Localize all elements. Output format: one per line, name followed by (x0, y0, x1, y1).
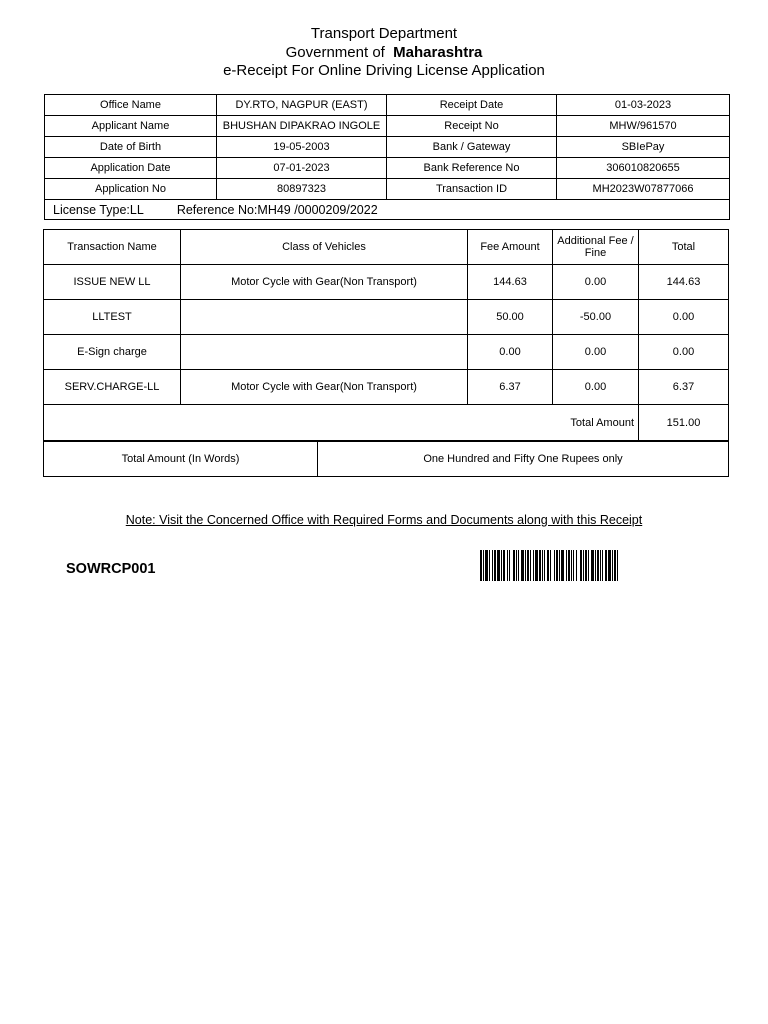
dob-value: 19-05-2003 (217, 137, 387, 158)
row-total: 0.00 (639, 300, 729, 335)
info-row (45, 137, 730, 158)
amount-in-words-label: Total Amount (In Words) (44, 442, 318, 477)
government-prefix: Government of (285, 44, 385, 61)
additional-fee: -50.00 (553, 300, 639, 335)
info-row (45, 158, 730, 179)
fee-amount: 6.37 (468, 370, 553, 405)
additional-fee: 0.00 (553, 265, 639, 300)
receipt-date-label: Receipt Date (387, 95, 557, 116)
table-row (44, 300, 729, 335)
row-total: 0.00 (639, 335, 729, 370)
form-code: SOWRCP001 (66, 561, 156, 577)
row-total: 6.37 (639, 370, 729, 405)
col-total: Total (639, 230, 729, 265)
transaction-id-label: Transaction ID (387, 179, 557, 200)
government-line (0, 44, 768, 61)
col-additional-fee: Additional Fee / Fine (553, 230, 639, 265)
vehicle-class: Motor Cycle with Gear(Non Transport) (181, 370, 468, 405)
additional-fee: 0.00 (553, 335, 639, 370)
receipt-no-value: MHW/961570 (557, 116, 730, 137)
info-row (45, 116, 730, 137)
applicant-info-table (44, 94, 730, 220)
bank-gateway-value: SBIePay (557, 137, 730, 158)
amount-in-words-value: One Hundred and Fifty One Rupees only (318, 442, 729, 477)
bank-gateway-label: Bank / Gateway (387, 137, 557, 158)
reference-cell (45, 200, 730, 220)
fee-amount: 144.63 (468, 265, 553, 300)
office-name-label: Office Name (45, 95, 217, 116)
application-date-label: Application Date (45, 158, 217, 179)
transaction-name: LLTEST (44, 300, 181, 335)
amount-in-words-table (43, 441, 729, 477)
total-row (44, 405, 729, 441)
receipt-title: e-Receipt For Online Driving License Application (223, 62, 545, 79)
total-amount-value: 151.00 (639, 405, 729, 441)
license-type: License Type:LL (53, 202, 144, 217)
reference-no: Reference No:MH49 /0000209/2022 (176, 202, 378, 217)
amount-in-words-row (44, 442, 729, 477)
fee-table-header (44, 230, 729, 265)
office-name-value: DY.RTO, NAGPUR (EAST) (217, 95, 387, 116)
receipt-note: Note: Visit the Concerned Office with Required Forms and Documents along with this Receipt (125, 513, 643, 527)
fee-table (43, 229, 729, 441)
table-row (44, 265, 729, 300)
vehicle-class (181, 300, 468, 335)
application-no-value: 80897323 (217, 179, 387, 200)
reference-row (45, 200, 730, 220)
transaction-id-value: MH2023W07877066 (557, 179, 730, 200)
vehicle-class (181, 335, 468, 370)
additional-fee: 0.00 (553, 370, 639, 405)
applicant-name-value: BHUSHAN DIPAKRAO INGOLE (217, 116, 387, 137)
receipt-date-value: 01-03-2023 (557, 95, 730, 116)
transaction-name: ISSUE NEW LL (44, 265, 181, 300)
fee-amount: 50.00 (468, 300, 553, 335)
receipt-no-label: Receipt No (387, 116, 557, 137)
info-row (45, 95, 730, 116)
department-title: Transport Department (310, 25, 458, 42)
transaction-name: E-Sign charge (44, 335, 181, 370)
bank-ref-value: 306010820655 (557, 158, 730, 179)
row-total: 144.63 (639, 265, 729, 300)
table-row (44, 370, 729, 405)
col-fee-amount: Fee Amount (468, 230, 553, 265)
col-class-of-vehicles: Class of Vehicles (181, 230, 468, 265)
info-row (45, 179, 730, 200)
col-transaction-name: Transaction Name (44, 230, 181, 265)
state-name: Maharashtra (393, 44, 483, 61)
total-amount-label: Total Amount (44, 405, 639, 441)
fee-amount: 0.00 (468, 335, 553, 370)
table-row (44, 335, 729, 370)
transaction-name: SERV.CHARGE-LL (44, 370, 181, 405)
bank-ref-label: Bank Reference No (387, 158, 557, 179)
dob-label: Date of Birth (45, 137, 217, 158)
vehicle-class: Motor Cycle with Gear(Non Transport) (181, 265, 468, 300)
application-no-label: Application No (45, 179, 217, 200)
applicant-name-label: Applicant Name (45, 116, 217, 137)
barcode-icon (480, 550, 720, 581)
application-date-value: 07-01-2023 (217, 158, 387, 179)
